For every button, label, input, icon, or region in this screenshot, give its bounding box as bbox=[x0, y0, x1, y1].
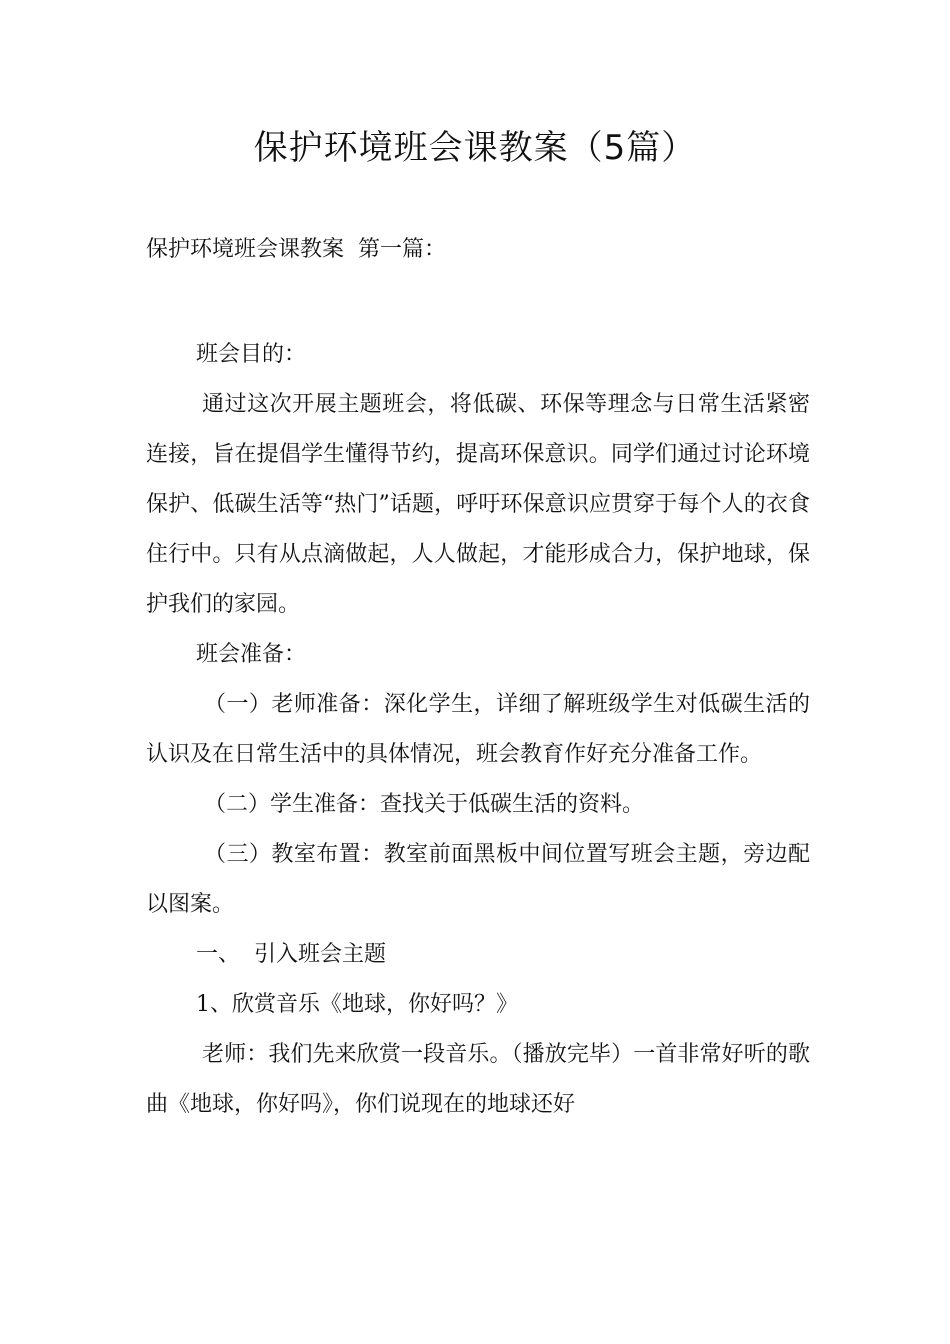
paragraph-preparation-heading: 班会准备： bbox=[196, 642, 307, 667]
paragraph-music: 1、欣赏音乐《地球，你好吗？》 bbox=[196, 992, 518, 1017]
section-heading: 保护环境班会课教案 第一篇： bbox=[146, 237, 446, 262]
paragraph-classroom-layout: （三）教室布置：教室前面黑板中间位置写班会主题，旁边配以图案。 bbox=[146, 842, 810, 917]
paragraph-purpose-heading: 班会目的： bbox=[196, 342, 307, 367]
paragraph-student-preparation: （二）学生准备：查找关于低碳生活的资料。 bbox=[204, 792, 645, 817]
paragraph-teacher-speech: 老师：我们先来欣赏一段音乐。（播放完毕）一首非常好听的歌曲《地球，你好吗》，你们说现在的地球还好 bbox=[146, 1042, 810, 1117]
document-title: 保护环境班会课教案（5篇） bbox=[253, 128, 697, 168]
paragraph-purpose: 通过这次开展主题班会，将低碳、环保等理念与日常生活紧密连接，旨在提倡学生懂得节约，提高环保意识。同学们通过讨论环境保护、低碳生活等“热门”话题，呼吁环保意识应贯穿于每个人的衣食住行中。只有从点滴做起，人人做起，才能形成合力，保护地球，保护我们的家园。 bbox=[146, 392, 810, 617]
document-body bbox=[146, 330, 810, 1130]
paragraph-teacher-preparation: （一）老师准备：深化学生，详细了解班级学生对低碳生活的认识及在日常生活中的具体情况，班会教育作好充分准备工作。 bbox=[146, 692, 810, 767]
paragraph-section-one: 一、 引入班会主题 bbox=[196, 942, 386, 967]
